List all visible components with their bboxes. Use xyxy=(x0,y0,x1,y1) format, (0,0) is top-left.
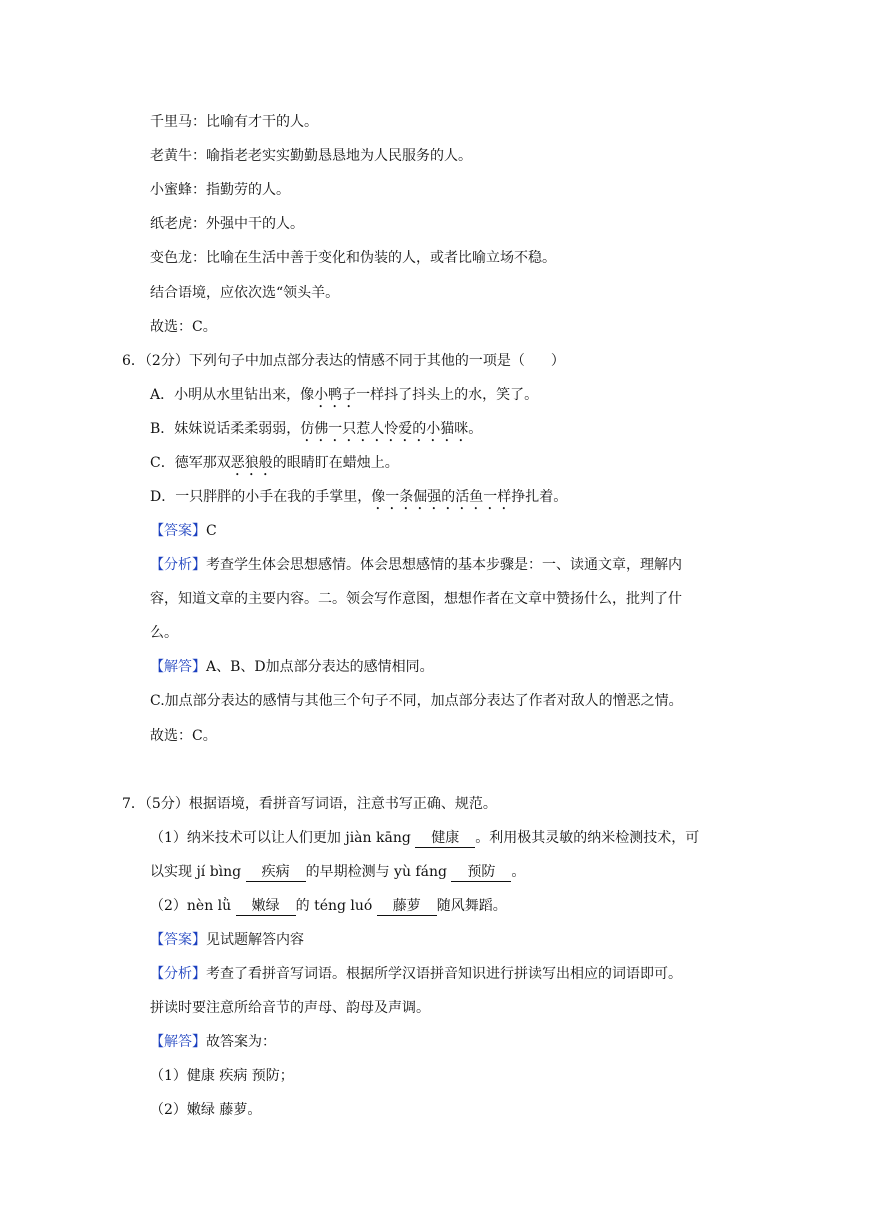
solution-line: （1）健康 疾病 预防； xyxy=(150,1068,294,1084)
option-b: B．妹妹说话柔柔弱弱，仿佛一只惹人怜爱的小猫咪。 xyxy=(150,421,483,437)
explanation-line: 小蜜蜂：指勤劳的人。 xyxy=(150,182,290,198)
option-c: C．德军那双恶狼般的眼睛盯在蜡烛上。 xyxy=(150,455,399,471)
question-7-part2: （2）nèn lǜ 嫩绿 的 téng luó 藤萝 随风舞蹈。 xyxy=(150,898,507,914)
emphasized-phrase: 像一条倔强的活鱼一样 xyxy=(371,489,512,505)
solution-tag: 【解答】 xyxy=(150,659,206,675)
answer-blank: 藤萝 xyxy=(377,897,437,916)
question-7-part1: （1）纳米技术可以让人们更加 jiàn kāng 健康 。利用极其灵敏的纳米检测技术，可 xyxy=(150,830,700,846)
analysis-tag: 【分析】 xyxy=(150,557,206,573)
explanation-line: 结合语境，应依次选“领头羊。 xyxy=(150,285,340,301)
answer-value: C xyxy=(206,523,217,539)
solution-line: 故选：C。 xyxy=(150,728,217,744)
answer-line xyxy=(150,930,304,950)
emphasized-phrase: 小鸭子 xyxy=(314,387,357,403)
explanation-line: 老黄牛：喻指老老实实勤勤恳恳地为人民服务的人。 xyxy=(150,148,472,164)
question-7-stem: 7．（5分）根据语境，看拼音写词语，注意书写正确、规范。 xyxy=(122,796,497,812)
answer-line xyxy=(150,521,217,541)
analysis-line: 么。 xyxy=(150,625,178,641)
analysis-tag: 【分析】 xyxy=(150,966,206,982)
answer-blank: 嫩绿 xyxy=(236,897,296,916)
explanation-line: 纸老虎：外强中干的人。 xyxy=(150,216,304,232)
answer-tag: 【答案】 xyxy=(150,523,206,539)
emphasized-phrase: 恶狼般 xyxy=(230,455,273,471)
solution-line: 【解答】故答案为： xyxy=(150,1034,276,1050)
answer-blank: 疾病 xyxy=(246,863,306,882)
question-7-part1-cont: 以实现 jí bìng 疾病 的早期检测与 yù fáng 预防 。 xyxy=(150,864,526,880)
analysis-line: 【分析】考查了看拼音写词语。根据所学汉语拼音知识进行拼读写出相应的词语即可。 xyxy=(150,966,682,982)
emphasized-phrase: 仿佛一只惹人怜爱的小猫咪 xyxy=(300,421,469,437)
question-stem-text: 6．（2分）下列句子中加点部分表达的情感不同于其他的一项是（ xyxy=(122,353,525,369)
solution-tag: 【解答】 xyxy=(150,1034,206,1050)
answer-tag: 【答案】 xyxy=(150,932,206,948)
solution-line: 【解答】A、B、D加点部分表达的感情相同。 xyxy=(150,659,434,675)
option-d: D．一只胖胖的小手在我的手掌里，像一条倔强的活鱼一样挣扎着。 xyxy=(150,489,568,505)
answer-blank: 预防 xyxy=(451,863,511,882)
answer-blank: 健康 xyxy=(415,829,475,848)
question-6-stem xyxy=(122,351,565,371)
option-a: A．小明从水里钻出来，像小鸭子一样抖了抖头上的水，笑了。 xyxy=(150,387,539,403)
explanation-line: 变色龙：比喻在生活中善于变化和伪装的人，或者比喻立场不稳。 xyxy=(150,250,556,266)
explanation-line: 千里马：比喻有才干的人。 xyxy=(150,114,318,130)
answer-value: 见试题解答内容 xyxy=(206,932,304,948)
analysis-line: 容，知道文章的主要内容。二。领会写作意图，想想作者在文章中赞扬什么，批判了什 xyxy=(150,591,682,607)
solution-line: （2）嫩绿 藤萝。 xyxy=(150,1102,262,1118)
conclusion-line: 故选：C。 xyxy=(150,319,217,335)
question-stem-paren: ） xyxy=(550,353,565,369)
analysis-line: 【分析】考查学生体会思想感情。体会思想感情的基本步骤是：一、读通文章，理解内 xyxy=(150,557,682,573)
solution-line: C.加点部分表达的感情与其他三个句子不同，加点部分表达了作者对敌人的憎恶之情。 xyxy=(150,693,683,709)
analysis-line: 拼读时要注意所给音节的声母、韵母及声调。 xyxy=(150,1000,430,1016)
